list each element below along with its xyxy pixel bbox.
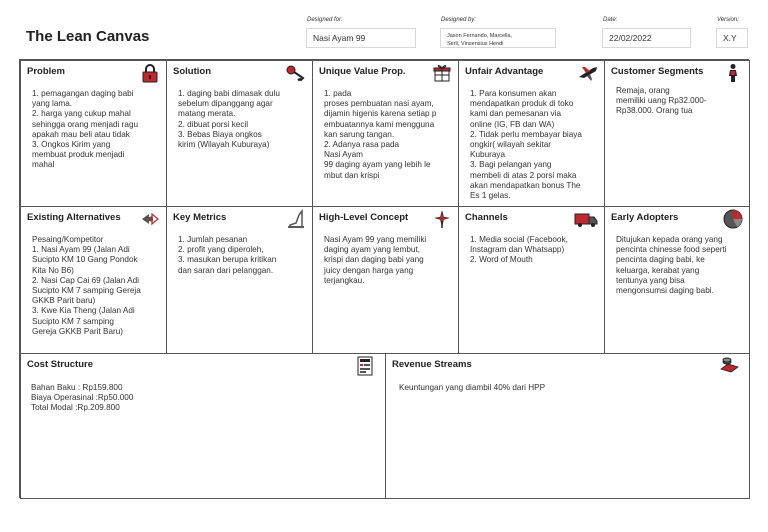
designed-for-field[interactable]: Nasi Ayam 99 — [306, 28, 416, 48]
text-line: 1. pada — [324, 89, 352, 98]
customer-segments-text — [616, 86, 741, 117]
designed-for-label: Designed for: — [307, 17, 343, 23]
text-line: terjangkau. — [324, 275, 365, 285]
truck-icon — [574, 209, 598, 229]
text-line: Ditujukan kepada orang yang — [616, 235, 723, 244]
pie-icon — [723, 209, 743, 229]
text-line: 3. Ongkos Kirim yang — [32, 140, 111, 150]
problem-text — [32, 89, 158, 171]
text-line: Bahan Baku : Rp159.800 — [31, 383, 123, 392]
text-line: dan saran dari pelanggan. — [178, 265, 274, 275]
text-line: Biaya Operasinal :Rp50.000 — [31, 393, 134, 403]
text-line: 99 daging ayam yang lebih le — [324, 160, 431, 170]
designed-by-field[interactable] — [440, 28, 556, 48]
cost-structure-section[interactable] — [20, 353, 386, 499]
text-line: apakah mau beli atau tidak — [32, 129, 130, 139]
revenue-streams-section[interactable] — [385, 353, 750, 499]
text-line: Remaja, orang — [616, 86, 670, 95]
text-line: akan mendapatkan bonus The — [470, 180, 581, 190]
channels-title: Channels — [465, 212, 508, 223]
text-line: mengonsumsi daging babi. — [616, 286, 714, 296]
cost-structure-title: Cost Structure — [27, 359, 93, 370]
early-adopters-text — [616, 235, 741, 296]
text-line: dijamin higenis karena setiap p — [324, 109, 437, 119]
text-line: online (IG, FB dan WA) — [470, 119, 555, 129]
text-line: 1. daging babi dimasak dulu — [178, 89, 280, 98]
chart-icon — [286, 209, 306, 229]
version-label: Version: — [717, 17, 739, 23]
text-line: 3. Bagi pelangan yang — [470, 160, 552, 170]
high-level-concept-text — [324, 235, 450, 286]
page-title: The Lean Canvas — [26, 28, 150, 45]
text-line: 2. Nasi Cap Cai 69 (Jalan Adi — [32, 275, 139, 285]
key-metrics-section[interactable] — [166, 206, 313, 354]
early-adopters-section[interactable] — [604, 206, 750, 354]
text-line: 2. Word of Mouth — [470, 255, 533, 265]
text-line: mahal — [32, 160, 55, 170]
text-line: 2. dibuat porsi kecil — [178, 119, 249, 129]
text-line: 3. Bebas Biaya ongkos — [178, 129, 262, 139]
text-line: memiliki uang Rp32.000- — [616, 96, 707, 106]
text-line: Nasi Ayam — [324, 150, 363, 160]
text-line: 1. Nasi Ayam 99 (Jalan Adi — [32, 245, 130, 255]
text-line: 1. pemagangan daging babi — [32, 89, 134, 98]
money-icon — [719, 356, 739, 376]
text-line: Gereja GKKB Parit Baru) — [32, 326, 124, 336]
text-line: kirim (Wilayah Kuburaya) — [178, 140, 270, 150]
text-line: Total Modal :Rp.209.800 — [31, 403, 120, 413]
text-line: 1. Para konsumen akan — [470, 89, 557, 98]
designed-by-line: Serli, Vinsensius Hendi — [447, 41, 504, 47]
text-line: Instagram dan Whatsapp) — [470, 245, 565, 255]
gift-icon — [432, 63, 452, 83]
existing-alternatives-text — [32, 235, 158, 337]
unfair-advantage-section[interactable] — [458, 60, 605, 207]
text-line: 2. profit yang diperoleh, — [178, 245, 264, 255]
revenue-streams-title: Revenue Streams — [392, 359, 472, 370]
unique-value-prop-text — [324, 89, 450, 181]
text-line: sebelum dipanggang agar — [178, 99, 273, 109]
text-line: 2. harga yang cukup mahal — [32, 109, 131, 119]
text-line: pencinta chinesse food seperti — [616, 245, 727, 255]
text-line: Kuburaya — [470, 150, 506, 160]
revenue-streams-text — [399, 383, 741, 393]
text-line: Sucipto KM 7 samping — [32, 316, 114, 326]
text-line: membeli di atas 2 porsi maka — [470, 170, 577, 180]
solution-section[interactable] — [166, 60, 313, 207]
key-metrics-text — [178, 235, 304, 276]
text-line: Sucipto KM 10 Gang Pondok — [32, 255, 138, 265]
date-field[interactable]: 22/02/2022 — [602, 28, 691, 48]
solution-text — [178, 89, 304, 150]
text-line: yang lama. — [32, 99, 73, 109]
text-line: Rp38.000. Orang tua — [616, 106, 693, 116]
text-line: Sucipto KM 7 samping Gereja — [32, 286, 141, 296]
text-line: 3. masukan berupa kritikan — [178, 255, 277, 265]
problem-title: Problem — [27, 66, 66, 77]
key-metrics-title: Key Metrics — [173, 212, 227, 223]
channels-section[interactable] — [458, 206, 605, 354]
high-level-concept-title: High-Level Concept — [319, 212, 409, 223]
text-line: mbut dan krispi — [324, 170, 380, 180]
existing-alternatives-title: Existing Alternatives — [27, 212, 121, 223]
customer-segments-section[interactable] — [604, 60, 750, 207]
text-line: Es 1 gelas. — [470, 191, 511, 201]
text-line: 2. Adanya rasa pada — [324, 140, 400, 150]
text-line: pencinta daging babi, ke — [616, 255, 705, 265]
text-line: ongkir( wilayah sekitar — [470, 140, 551, 150]
designed-by-label: Designed by: — [441, 17, 477, 23]
text-line: matang merata. — [178, 109, 236, 119]
date-label: Date: — [603, 17, 618, 23]
unique-value-prop-title: Unique Value Prop. — [319, 66, 406, 77]
text-line: Keuntungan yang diambil 40% dari HPP — [399, 383, 546, 392]
text-line: 3. Kwe Kia Theng (Jalan Adi — [32, 306, 135, 316]
text-line: mendapatkan produk di toko — [470, 99, 574, 109]
early-adopters-title: Early Adopters — [611, 212, 679, 223]
text-line: GKKB Parit baru) — [32, 296, 96, 306]
customer-segments-title: Customer Segments — [611, 66, 704, 77]
text-line: keluarga, kerabat yang — [616, 265, 700, 275]
text-line: proses pembuatan nasi ayam, — [324, 99, 434, 109]
existing-alternatives-section[interactable] — [20, 206, 167, 354]
text-line: Nasi Ayam 99 yang memiliki — [324, 235, 427, 244]
text-line: 2. Tidak perlu membayar biaya — [470, 129, 582, 139]
person-icon — [723, 63, 743, 83]
unfair-advantage-text — [470, 89, 596, 201]
unique-value-prop-section[interactable] — [312, 60, 459, 207]
unfair-advantage-title: Unfair Advantage — [465, 66, 544, 77]
text-line: kami dan pemesanan via — [470, 109, 562, 119]
solution-title: Solution — [173, 66, 211, 77]
plane-icon — [578, 63, 598, 83]
sparkle-icon — [432, 209, 452, 229]
high-level-concept-section[interactable] — [312, 206, 459, 354]
arrows-icon — [140, 209, 160, 229]
cost-structure-text — [31, 383, 377, 414]
text-line: krispi dan daging babi yang — [324, 255, 424, 265]
problem-section[interactable] — [20, 60, 167, 207]
text-line: 1. Media social (Facebook, — [470, 235, 568, 244]
text-line: 1. Jumlah pesanan — [178, 235, 248, 244]
key-icon — [286, 63, 306, 83]
designed-by-line: Jason Fernando, Marcella, — [447, 33, 513, 39]
text-line: daging ayam yang lembut, — [324, 245, 421, 255]
version-field[interactable]: X.Y — [716, 28, 748, 48]
text-line: Pesaing/Kompetitor — [32, 235, 104, 244]
text-line: embuatannya kami mengguna — [324, 119, 435, 129]
lock-icon — [140, 63, 160, 83]
text-line: kan sarung tangan. — [324, 129, 395, 139]
text-line: sehingga orang menjadi ragu — [32, 119, 139, 129]
text-line: tentunya yang bisa — [616, 275, 685, 285]
text-line: membuat produk menjadi — [32, 150, 125, 160]
lean-canvas-board — [19, 59, 749, 498]
channels-text — [470, 235, 596, 266]
text-line: Kita No B6) — [32, 265, 74, 275]
text-line: juicy dengan harga yang — [324, 265, 414, 275]
receipt-icon — [355, 356, 375, 376]
